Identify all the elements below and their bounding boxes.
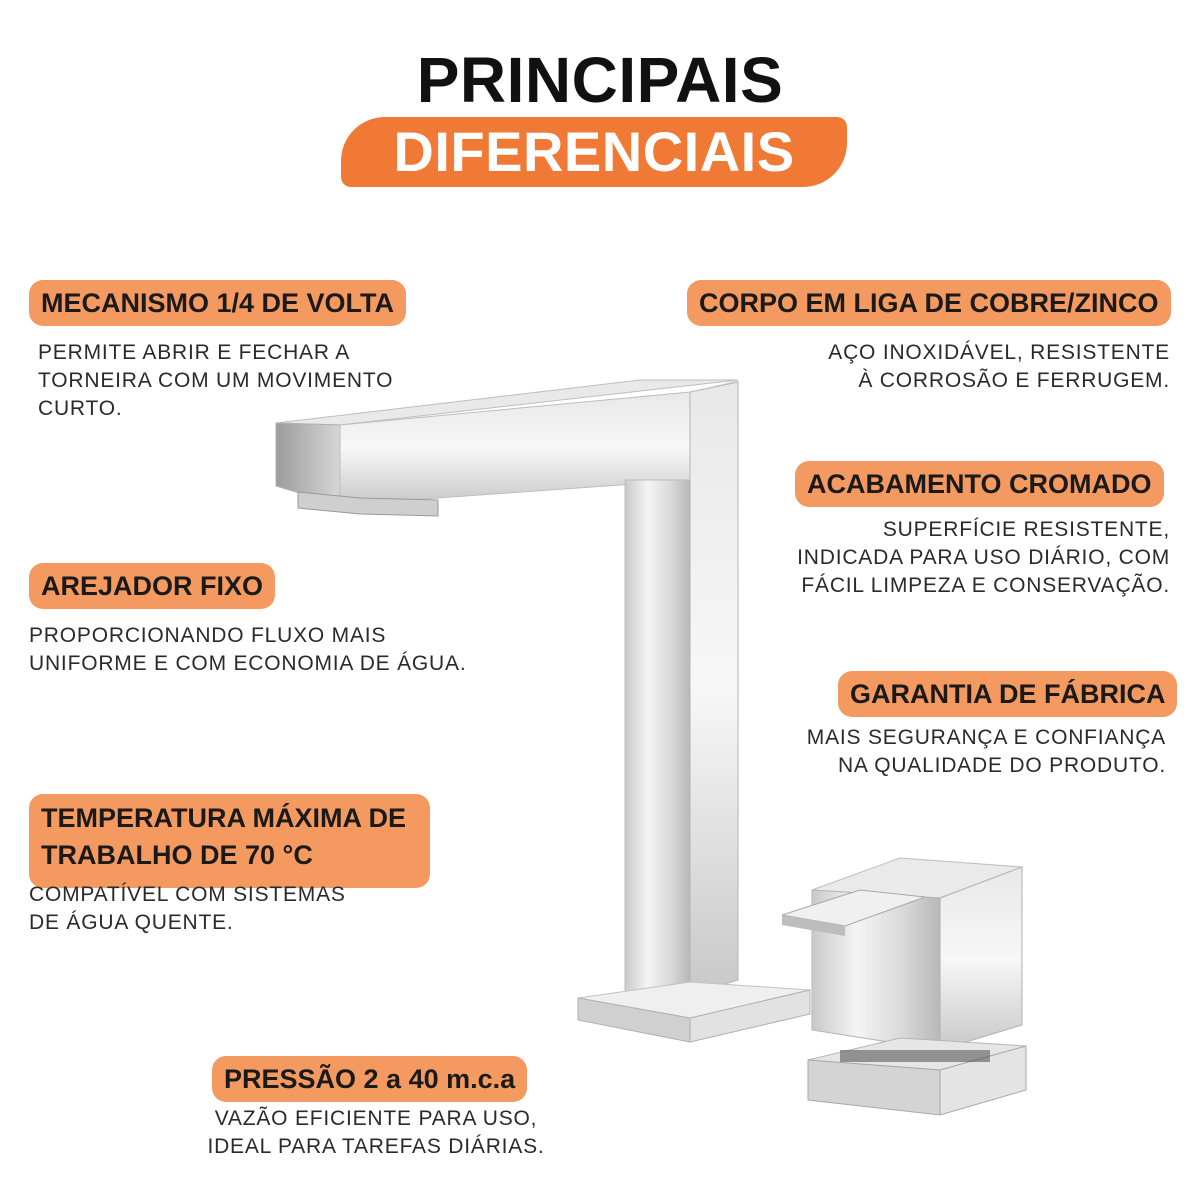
feature-desc-pressao: VAZÃO EFICIENTE PARA USO, IDEAL PARA TAREFAS DIÁRIAS. [207, 1107, 545, 1158]
feature-desc-acabamento: SUPERFÍCIE RESISTENTE, INDICADA PARA USO DIÁRIO, COM FÁCIL LIMPEZA E CONSERVAÇÃO. [797, 518, 1170, 597]
feature-title-mecanismo: MECANISMO 1/4 DE VOLTA [29, 280, 406, 326]
page-subtitle: DIFERENCIAIS [393, 120, 795, 183]
feature-title-temperatura: TEMPERATURA MÁXIMA DE TRABALHO DE 70 °C [29, 794, 430, 888]
feature-desc-arejador: PROPORCIONANDO FLUXO MAIS UNIFORME E COM ECONOMIA DE ÁGUA. [29, 624, 467, 675]
feature-desc-garantia: MAIS SEGURANÇA E CONFIANÇA NA QUALIDADE DO PRODUTO. [806, 726, 1166, 777]
feature-desc-temperatura: COMPATÍVEL COM SISTEMAS DE ÁGUA QUENTE. [29, 883, 346, 934]
feature-title-pressao: PRESSÃO 2 a 40 m.c.a [212, 1056, 527, 1102]
handle-gap [840, 1050, 990, 1062]
handle-side [940, 867, 1022, 1050]
feature-title-arejador: AREJADOR FIXO [29, 563, 275, 609]
column-front [625, 480, 690, 995]
feature-title-corpo: CORPO EM LIGA DE COBRE/ZINCO [687, 280, 1171, 326]
page-title: PRINCIPAIS [416, 44, 784, 116]
feature-desc-mecanismo: PERMITE ABRIR E FECHAR A TORNEIRA COM UM MOVIMENTO CURTO. [38, 341, 394, 420]
feature-desc-corpo: AÇO INOXIDÁVEL, RESISTENTE À CORROSÃO E FERRUGEM. [828, 341, 1170, 392]
feature-title-garantia: GARANTIA DE FÁBRICA [838, 671, 1177, 717]
handle-base-front [808, 1060, 940, 1115]
feature-title-acabamento: ACABAMENTO CROMADO [795, 461, 1164, 507]
column-side [690, 382, 738, 995]
